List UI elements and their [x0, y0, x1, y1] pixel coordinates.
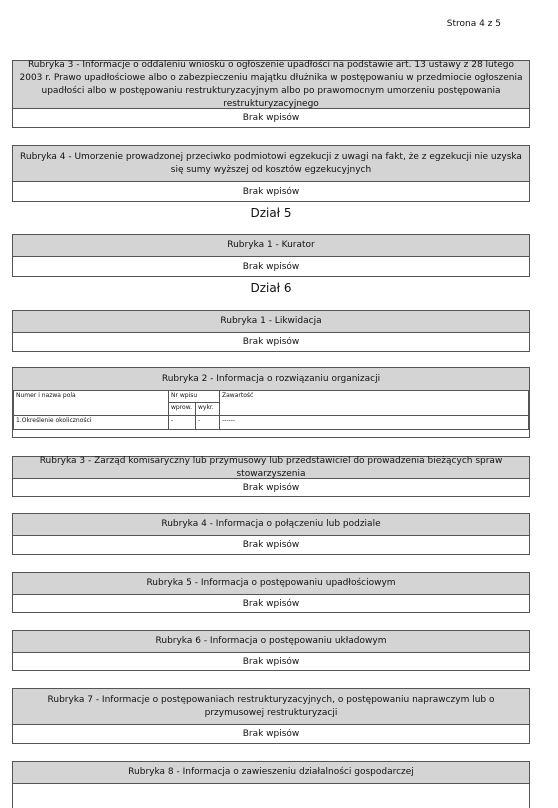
rubric-block: [12, 456, 530, 497]
table-cell: -: [169, 416, 196, 430]
empty-entries: Brak wpisów: [242, 261, 300, 272]
rubric-block: [12, 761, 530, 808]
rubric-title: Rubryka 5 - Informacja o postępowaniu upadłościowym: [13, 573, 529, 595]
table-row: [14, 416, 529, 430]
empty-entries: Brak wpisów: [242, 540, 300, 550]
rubric-title: Rubryka 4 - Umorzenie prowadzonej przeciwko podmiotowi egzekucji z uwagi na fakt, że z egzekucji nie uzyska się sumy wyższej od kosztów egzekucyjnych: [13, 146, 529, 182]
column-subheader: wprow.: [169, 403, 196, 416]
rubric-block: [12, 513, 530, 555]
section-title: Dział 6: [250, 281, 292, 295]
section-title: Dział 5: [250, 206, 292, 220]
empty-entries: Brak wpisów: [242, 598, 300, 609]
empty-entries: Brak wpisów: [242, 337, 300, 347]
empty-entries: Brak wpisów: [242, 113, 300, 123]
rubric-block: [12, 630, 530, 671]
rubric-block: [12, 310, 530, 352]
table-cell: 1.Określenie okoliczności: [14, 416, 169, 430]
empty-entries: Brak wpisów: [242, 656, 300, 667]
table-cell: ------: [220, 416, 529, 430]
rubric-title: Rubryka 8 - Informacja o zawieszeniu działalności gospodarczej: [13, 762, 529, 784]
column-header: Nr wpisu: [169, 391, 220, 403]
rubric-title: Rubryka 4 - Informacja o połączeniu lub podziale: [13, 514, 529, 536]
rubric-title: Rubryka 3 - Informacje o oddaleniu wniosku o ogłoszenie upadłości na podstawie art. 13 ustawy z 28 lutego 2003 r. Prawo upadłościowe albo o zabezpieczeniu majątku dłużnika w postępowaniu w przedmiocie ogłoszenia upadłości albo w postępowaniu restrukturyzacyjnym albo po prawomocnym umorzeniu postępowania restrukturyzacyjnego: [13, 61, 529, 109]
rubric-title: Rubryka 2 - Informacja o rozwiązaniu organizacji: [13, 368, 529, 390]
rubric-block: [12, 234, 530, 277]
column-header: Zawartość: [220, 391, 529, 416]
column-header: Numer i nazwa pola: [14, 391, 169, 416]
details-table: [13, 390, 529, 430]
rubric-block: [12, 572, 530, 613]
rubric-block: [12, 367, 530, 438]
table-cell: -: [196, 416, 220, 430]
page-number: Strona 4 z 5: [446, 19, 501, 29]
rubric-block: [12, 688, 530, 744]
column-subheader: wykr.: [196, 403, 220, 416]
rubric-block: [12, 60, 530, 128]
rubric-title: Rubryka 3 - Zarząd komisaryczny lub przymusowy lub przedstawiciel do prowadzenia bieżących spraw stowarzyszenia: [13, 457, 529, 479]
empty-entries: Brak wpisów: [242, 729, 300, 739]
empty-entries: Brak wpisów: [242, 186, 300, 197]
rubric-title: Rubryka 7 - Informacje o postępowaniach restrukturyzacyjnych, o postępowaniu naprawczym lub o przymusowej restrukturyzacji: [13, 689, 529, 725]
rubric-title: Rubryka 6 - Informacja o postępowaniu układowym: [13, 631, 529, 653]
rubric-block: [12, 145, 530, 202]
empty-entries: Brak wpisów: [242, 482, 300, 493]
rubric-title: Rubryka 1 - Kurator: [13, 235, 529, 257]
rubric-title: Rubryka 1 - Likwidacja: [13, 311, 529, 333]
